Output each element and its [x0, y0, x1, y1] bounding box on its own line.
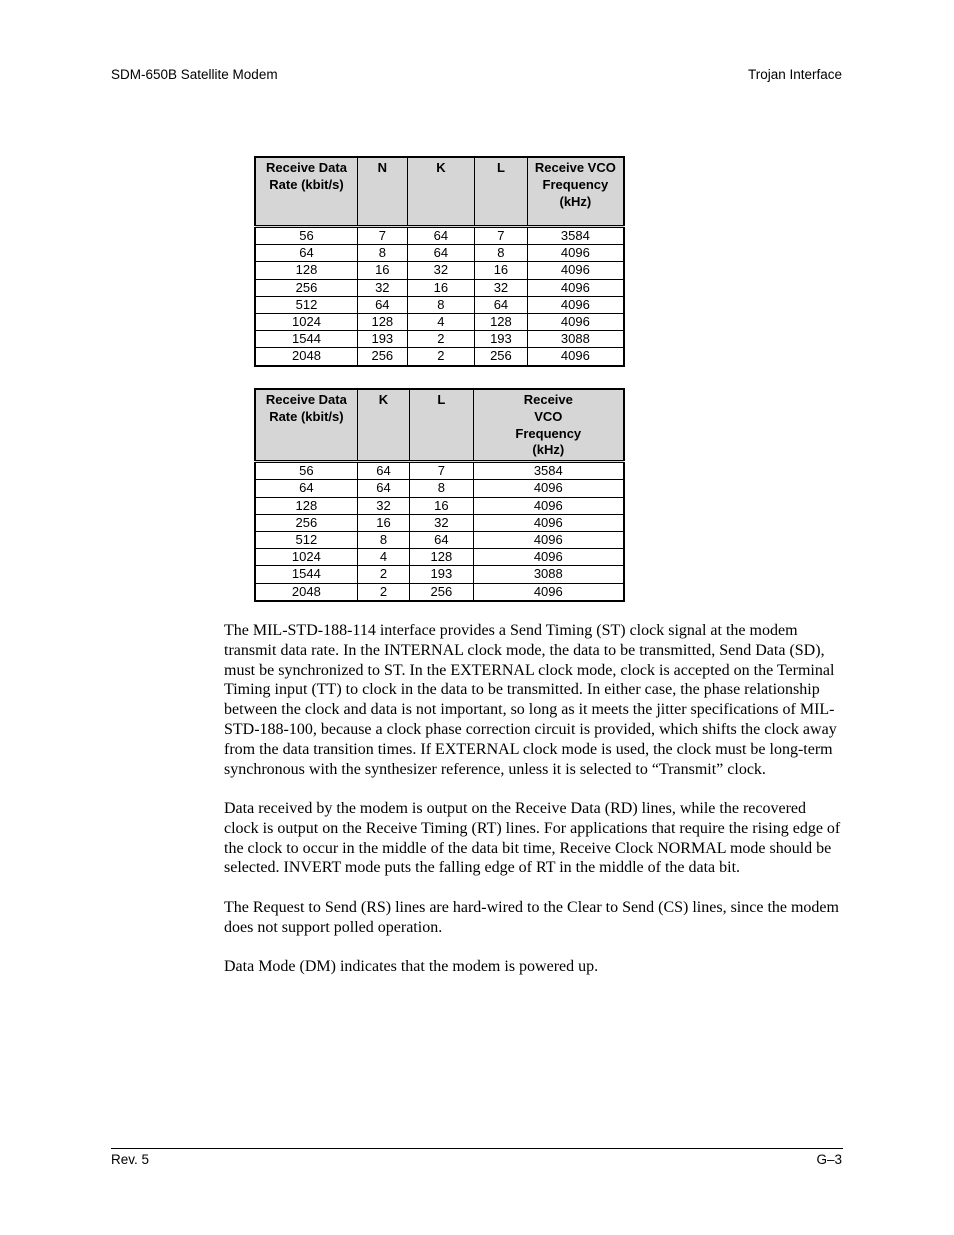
table-cell: 4: [407, 313, 474, 330]
table-cell: 32: [475, 279, 528, 296]
table-header-row: [255, 157, 624, 227]
table-cell: 56: [255, 462, 357, 480]
footer-divider: [111, 1148, 843, 1149]
table-cell: 128: [255, 262, 357, 279]
table-cell: 128: [255, 497, 357, 514]
table-cell: 128: [410, 549, 473, 566]
table-cell: 4096: [527, 262, 624, 279]
table-cell: 3088: [473, 566, 624, 583]
header-doc-title: SDM-650B Satellite Modem: [111, 67, 278, 82]
paragraph-request-to-send: The Request to Send (RS) lines are hard-wired to the Clear to Send (CS) lines, since the modem does not support polled operation.: [224, 898, 839, 936]
table-cell: 64: [407, 245, 474, 262]
table-cell: 4096: [527, 245, 624, 262]
table-cell: 32: [357, 279, 407, 296]
table-cell: 32: [410, 514, 473, 531]
table-row: [255, 583, 624, 601]
paragraph-data-mode: Data Mode (DM) indicates that the modem is powered up.: [224, 957, 599, 975]
table-cell: 193: [357, 331, 407, 348]
table-header-row: [255, 389, 624, 462]
table-cell: 193: [410, 566, 473, 583]
table-row: [255, 566, 624, 583]
table-cell: 7: [357, 227, 407, 245]
column-header: Receive VCO Frequency (kHz): [473, 389, 624, 462]
table-cell: 512: [255, 531, 357, 548]
table-cell: 64: [357, 480, 409, 497]
table-cell: 64: [255, 480, 357, 497]
table-cell: 4096: [473, 583, 624, 601]
table-cell: 8: [475, 245, 528, 262]
table-cell: 256: [357, 348, 407, 366]
table-cell: 16: [410, 497, 473, 514]
table-cell: 3584: [473, 462, 624, 480]
table-cell: 64: [475, 296, 528, 313]
table-cell: 7: [475, 227, 528, 245]
table-cell: 4: [357, 549, 409, 566]
table-cell: 1024: [255, 549, 357, 566]
table-cell: 4096: [527, 313, 624, 330]
table-cell: 32: [357, 497, 409, 514]
footer-page-number: G–3: [816, 1152, 842, 1167]
column-header: Receive VCO Frequency (kHz): [527, 157, 624, 227]
table-cell: 193: [475, 331, 528, 348]
body-text: [224, 621, 844, 996]
table-row: [255, 313, 624, 330]
column-header: K: [357, 389, 409, 462]
table-cell: 8: [410, 480, 473, 497]
table-cell: 2: [357, 566, 409, 583]
table-cell: 56: [255, 227, 357, 245]
table-cell: 16: [357, 514, 409, 531]
table-cell: 8: [357, 531, 409, 548]
table-row: [255, 462, 624, 480]
receive-rate-table-kl: [254, 388, 625, 602]
table-cell: 2048: [255, 348, 357, 366]
receive-rate-table-nkl: [254, 156, 625, 367]
table-cell: 2: [407, 348, 474, 366]
table-cell: 16: [407, 279, 474, 296]
column-header: Receive Data Rate (kbit/s): [255, 389, 357, 462]
table-cell: 256: [255, 514, 357, 531]
table-cell: 64: [410, 531, 473, 548]
table-row: [255, 348, 624, 366]
paragraph-receive-data: Data received by the modem is output on the Receive Data (RD) lines, while the recovered clock is output on the Receive Timing (RT) lines. For applications that require the rising edge of the clock to occur in the middle of the data bit time, Receive Clock NORMAL mode should be selected. INVERT mode puts the falling edge of RT in the middle of the data bit.: [224, 799, 841, 877]
header-section-title: Trojan Interface: [747, 67, 842, 82]
table-cell: 3584: [527, 227, 624, 245]
table-cell: 8: [407, 296, 474, 313]
table-row: [255, 531, 624, 548]
table-cell: 32: [407, 262, 474, 279]
column-header: N: [357, 157, 407, 227]
table-cell: 64: [407, 227, 474, 245]
table-row: [255, 227, 624, 245]
paragraph-st-clock: The MIL-STD-188-114 interface provides a Send Timing (ST) clock signal at the modem transmit data rate. In the INTERNAL clock mode, the data to be transmitted, Send Data (SD), must be synchronized to ST. In the EXTERNAL clock mode, clock is accepted on the Terminal Timing input (TT) to clock in the data to be transmitted. In either case, the phase relationship between the clock and data is not important, so long as it meets the jitter specifications of MIL-STD-188-100, because a clock phase correction circuit is provided, which shifts the clock away from the data transition times. If EXTERNAL clock mode is used, the clock must be long-term synchronous with the synthesizer reference, unless it is selected to “Transmit” clock.: [224, 622, 837, 778]
table-cell: 8: [357, 245, 407, 262]
table-cell: 128: [475, 313, 528, 330]
table-cell: 16: [357, 262, 407, 279]
table-cell: 4096: [527, 296, 624, 313]
table-cell: 4096: [527, 348, 624, 366]
column-header: K: [407, 157, 474, 227]
column-header: L: [475, 157, 528, 227]
table-cell: 64: [255, 245, 357, 262]
table-cell: 1544: [255, 331, 357, 348]
column-header: Receive Data Rate (kbit/s): [255, 157, 357, 227]
table-cell: 7: [410, 462, 473, 480]
table-row: [255, 262, 624, 279]
table-row: [255, 279, 624, 296]
table-cell: 64: [357, 296, 407, 313]
table-cell: 512: [255, 296, 357, 313]
table-cell: 128: [357, 313, 407, 330]
table-cell: 2: [407, 331, 474, 348]
table-cell: 256: [410, 583, 473, 601]
table-row: [255, 497, 624, 514]
table-row: [255, 296, 624, 313]
table-cell: 1544: [255, 566, 357, 583]
table-cell: 4096: [473, 549, 624, 566]
table-row: [255, 480, 624, 497]
table-cell: 4096: [473, 531, 624, 548]
table-row: [255, 549, 624, 566]
table-cell: 256: [255, 279, 357, 296]
table-row: [255, 245, 624, 262]
table-cell: 4096: [527, 279, 624, 296]
column-header: L: [410, 389, 473, 462]
table-row: [255, 331, 624, 348]
table-cell: 3088: [527, 331, 624, 348]
table-cell: 4096: [473, 497, 624, 514]
footer-revision: Rev. 5: [111, 1152, 150, 1167]
table-cell: 16: [475, 262, 528, 279]
table-row: [255, 514, 624, 531]
table-cell: 64: [357, 462, 409, 480]
table-cell: 4096: [473, 480, 624, 497]
table-cell: 256: [475, 348, 528, 366]
table-cell: 1024: [255, 313, 357, 330]
table-cell: 2: [357, 583, 409, 601]
table-cell: 4096: [473, 514, 624, 531]
table-cell: 2048: [255, 583, 357, 601]
